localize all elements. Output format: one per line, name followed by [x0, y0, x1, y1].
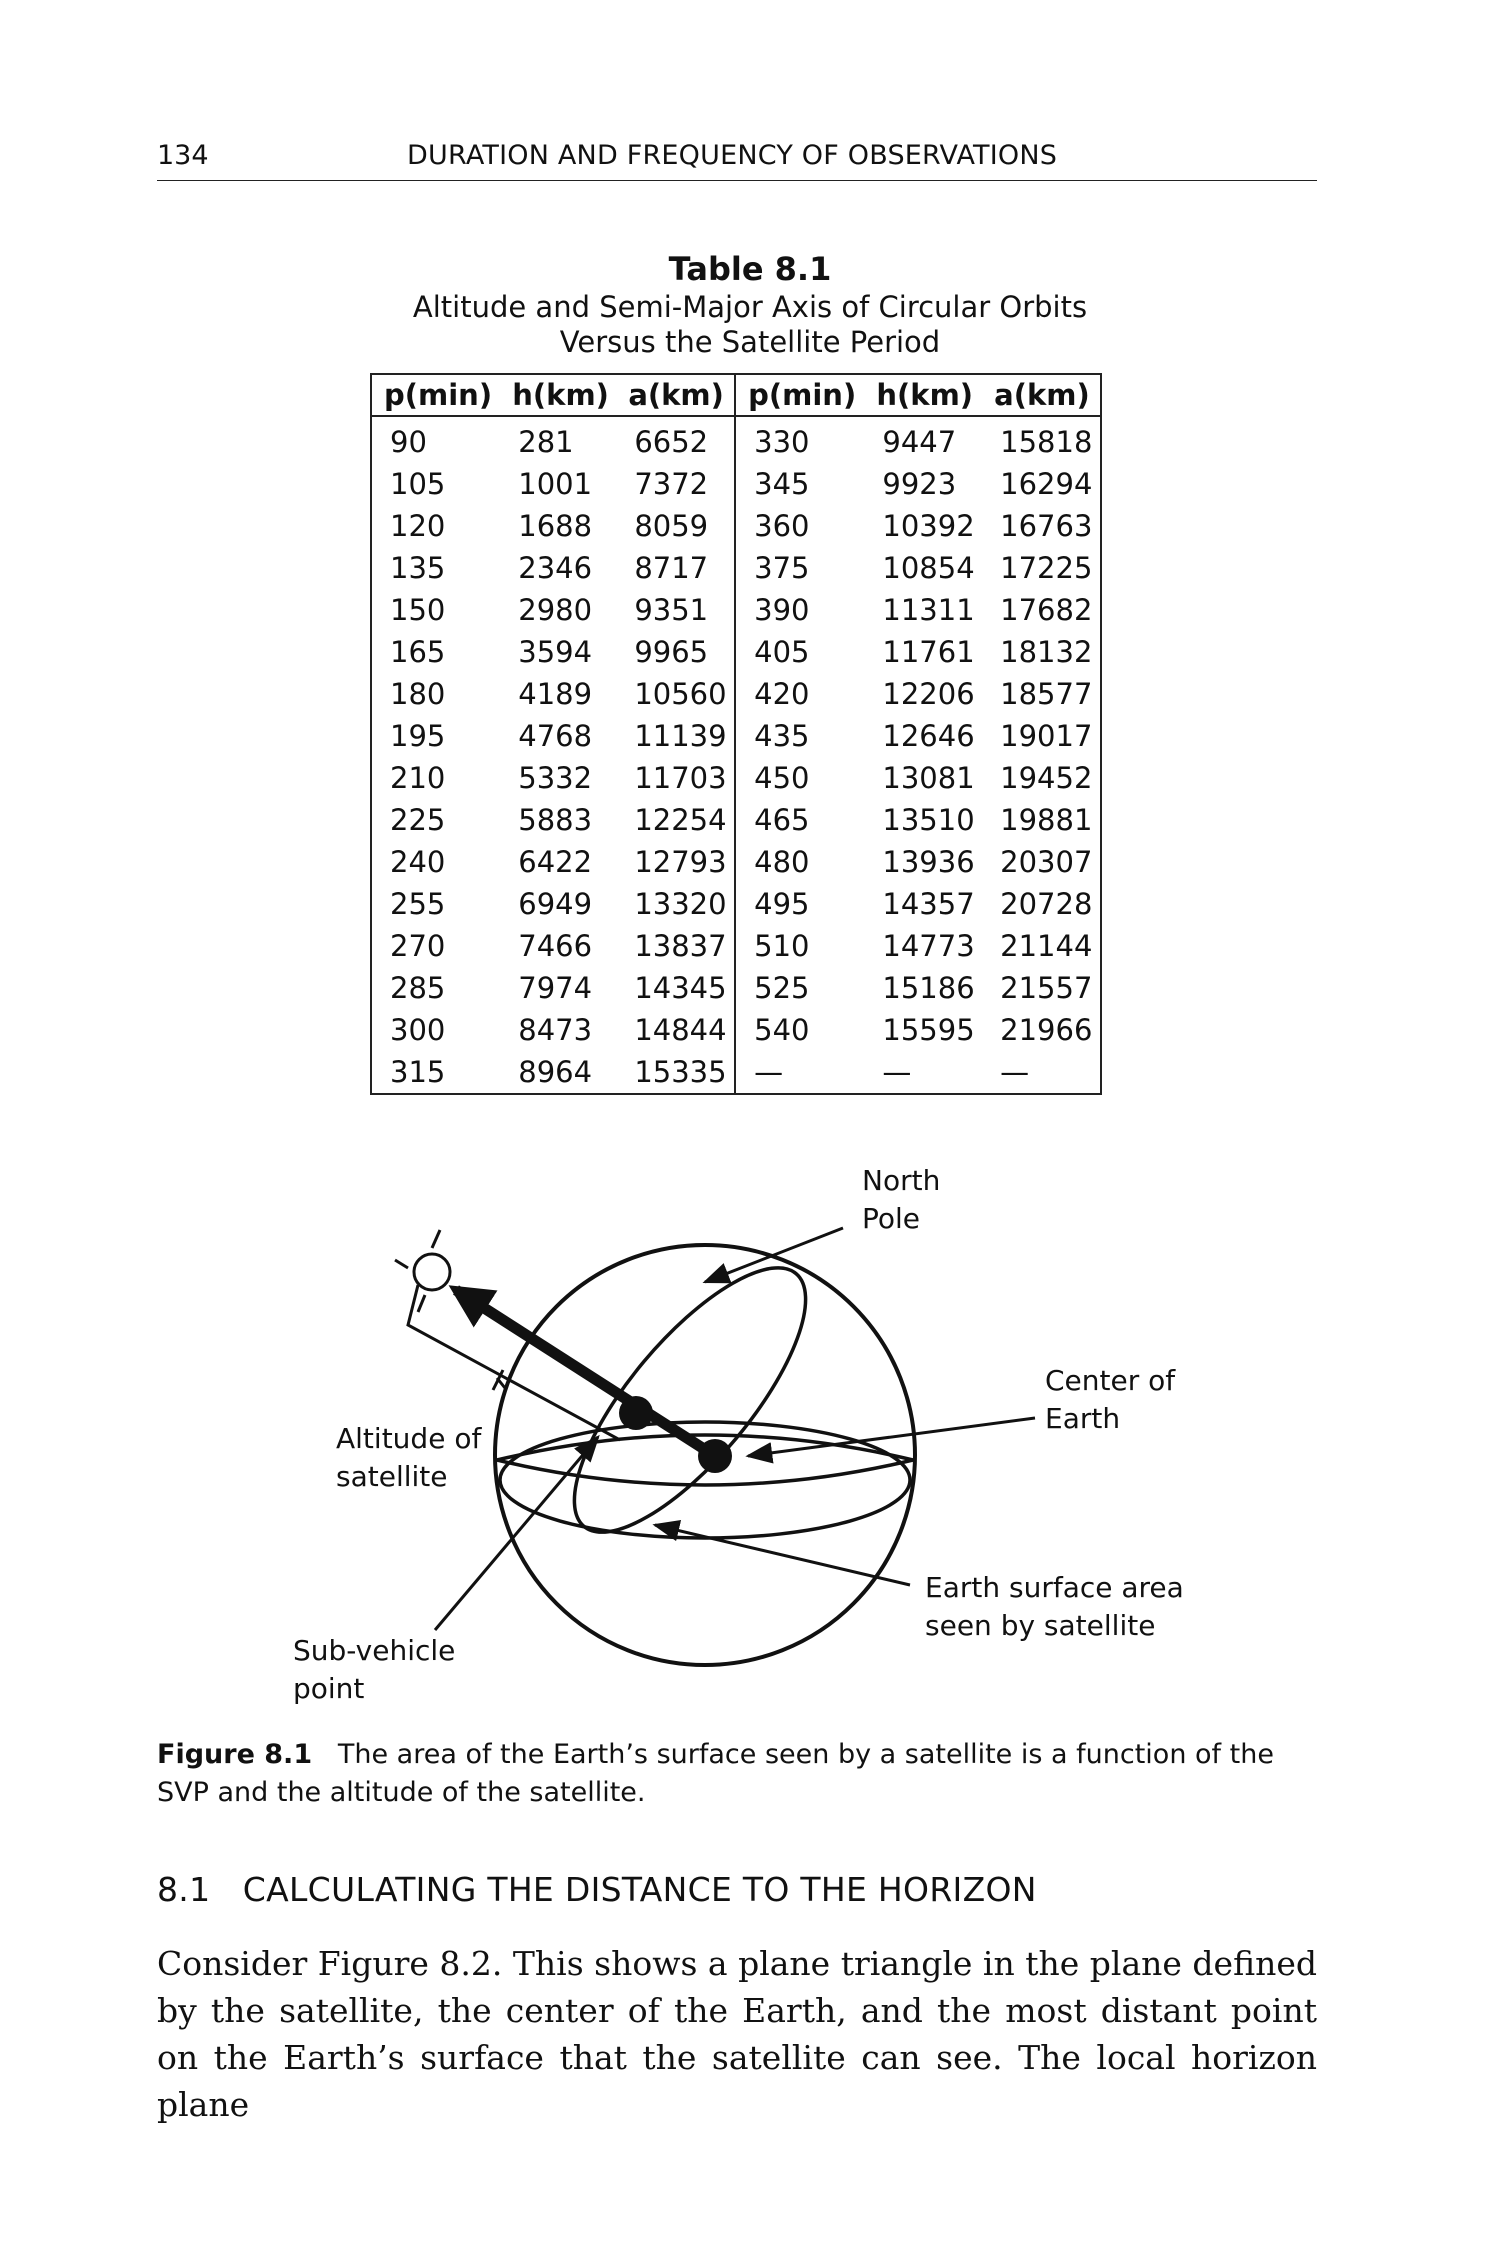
- table-cell: 12793: [634, 845, 727, 879]
- table-cell: 17682: [1000, 593, 1093, 627]
- label-altitude-line1: Altitude of: [336, 1422, 482, 1455]
- table-cell: 20728: [1000, 887, 1093, 921]
- table-cell: 17225: [1000, 551, 1093, 585]
- table-cell: 210: [390, 761, 446, 795]
- table-cell: 510: [735, 925, 864, 967]
- table-cell: 2980: [518, 593, 593, 627]
- table-cell: 14773: [882, 929, 975, 963]
- sub-vehicle-point-dot: [619, 1396, 653, 1430]
- table-cell: 540: [735, 1009, 864, 1051]
- table-cell: —: [882, 1055, 912, 1089]
- table-cell: 11311: [882, 593, 975, 627]
- center-of-earth-dot: [698, 1439, 732, 1473]
- table-cell: 13837: [634, 929, 727, 963]
- table-cell: 6652: [634, 425, 709, 459]
- table-cell: 285: [390, 971, 446, 1005]
- body-paragraph: Consider Figure 8.2. This shows a plane triangle in the plane defined by the satellite, the center of the Earth, and the most distant point on the Earth’s surface that the satellite can see. The local horizon plane: [157, 1944, 1317, 2124]
- section-number: 8.1: [157, 1870, 211, 1909]
- table-cell: 1688: [518, 509, 593, 543]
- table-cell: 11139: [634, 719, 727, 753]
- table-cell: 360: [735, 505, 864, 547]
- table-cell: 435: [735, 715, 864, 757]
- table-cell: 4768: [518, 719, 593, 753]
- table-cell: 480: [735, 841, 864, 883]
- table-cell: 12254: [634, 803, 727, 837]
- table-cell: 255: [390, 887, 446, 921]
- table-caption-line2: Versus the Satellite Period: [559, 325, 941, 359]
- table-cell: 13320: [634, 887, 727, 921]
- column-header: a(km): [616, 374, 735, 416]
- satellite-ray-1: [432, 1230, 440, 1248]
- column-header: h(km): [864, 374, 982, 416]
- section-heading: [157, 1870, 1037, 1909]
- table-cell: 375: [735, 547, 864, 589]
- table-cell: 21144: [1000, 929, 1093, 963]
- table-cell: 6949: [518, 887, 593, 921]
- table-cell: 5883: [518, 803, 593, 837]
- table-title: Table 8.1: [668, 250, 832, 288]
- table-cell: 19017: [1000, 719, 1093, 753]
- table-cell: 13936: [882, 845, 975, 879]
- table-cell: 12206: [882, 677, 975, 711]
- table-cell: 18577: [1000, 677, 1093, 711]
- table-cell: 15186: [882, 971, 975, 1005]
- table-cell: 180: [390, 677, 446, 711]
- table-cell: 14345: [634, 971, 727, 1005]
- table-cell: 1001: [518, 467, 593, 501]
- center-arrow: [748, 1418, 1035, 1456]
- label-subvehicle-line1: Sub-vehicle: [293, 1634, 456, 1667]
- table-cell: 16763: [1000, 509, 1093, 543]
- table-cell: 9923: [882, 467, 957, 501]
- label-altitude-line2: satellite: [336, 1460, 448, 1493]
- altitude-bracket: [408, 1285, 620, 1440]
- table-cell: 19881: [1000, 803, 1093, 837]
- table-cell: 5332: [518, 761, 593, 795]
- running-title: DURATION AND FREQUENCY OF OBSERVATIONS: [407, 140, 1058, 171]
- table-cell: 6422: [518, 845, 593, 879]
- table-cell: 90: [390, 425, 427, 459]
- table-cell: 9351: [634, 593, 709, 627]
- table-cell: 20307: [1000, 845, 1093, 879]
- table-cell: 315: [390, 1055, 446, 1089]
- table-cell: 15818: [1000, 425, 1093, 459]
- table-cell: 14844: [634, 1013, 727, 1047]
- figure-caption: [157, 1736, 1317, 1812]
- table-cell: 450: [735, 757, 864, 799]
- table-cell: 9965: [634, 635, 709, 669]
- column-header: p(min): [735, 374, 864, 416]
- table-cell: 390: [735, 589, 864, 631]
- table-cell: 225: [390, 803, 446, 837]
- table-cell: 8059: [634, 509, 709, 543]
- table-cell: 240: [390, 845, 446, 879]
- label-center-line2: Earth: [1045, 1402, 1121, 1435]
- table-cell: 330: [735, 416, 864, 463]
- table-cell: 11761: [882, 635, 975, 669]
- label-surface-line2: seen by satellite: [925, 1609, 1156, 1642]
- label-north-pole-line1: North: [862, 1164, 941, 1197]
- table-cell: 13510: [882, 803, 975, 837]
- satellite-icon: [414, 1254, 450, 1290]
- page-number: 134: [157, 140, 209, 171]
- table-cell: 10560: [634, 677, 727, 711]
- table-cell: 7466: [518, 929, 593, 963]
- table-cell: 4189: [518, 677, 593, 711]
- table-cell: —: [1000, 1055, 1030, 1089]
- label-subvehicle-line2: point: [293, 1672, 365, 1705]
- table-cell: 9447: [882, 425, 957, 459]
- table-cell: 11703: [634, 761, 727, 795]
- label-north-pole-line2: Pole: [862, 1202, 921, 1235]
- column-header: p(min): [371, 374, 500, 416]
- table-cell: 7974: [518, 971, 593, 1005]
- table-cell: 12646: [882, 719, 975, 753]
- table-cell: 525: [735, 967, 864, 1009]
- table-cell: 21557: [1000, 971, 1093, 1005]
- table-caption-line1: Altitude and Semi-Major Axis of Circular Orbits: [412, 290, 1088, 324]
- table-cell: 465: [735, 799, 864, 841]
- table-cell: 18132: [1000, 635, 1093, 669]
- column-header: h(km): [500, 374, 616, 416]
- table-cell: 2346: [518, 551, 593, 585]
- table-cell: 8717: [634, 551, 709, 585]
- table-cell: 14357: [882, 887, 975, 921]
- table-cell: 195: [390, 719, 446, 753]
- table-cell: 270: [390, 929, 446, 963]
- table-cell: —: [735, 1051, 864, 1094]
- table-cell: 13081: [882, 761, 975, 795]
- table-cell: 16294: [1000, 467, 1093, 501]
- column-header: a(km): [982, 374, 1101, 416]
- table-cell: 8473: [518, 1013, 593, 1047]
- table-cell: 165: [390, 635, 446, 669]
- table-cell: 345: [735, 463, 864, 505]
- label-surface-line1: Earth surface area: [925, 1571, 1184, 1604]
- satellite-ray-2: [395, 1260, 408, 1268]
- table-cell: 105: [390, 467, 446, 501]
- table-cell: 150: [390, 593, 446, 627]
- table-cell: 15595: [882, 1013, 975, 1047]
- table-cell: 15335: [634, 1055, 727, 1089]
- table-cell: 405: [735, 631, 864, 673]
- table-cell: 21966: [1000, 1013, 1093, 1047]
- label-center-line1: Center of: [1045, 1364, 1176, 1397]
- table-cell: 10392: [882, 509, 975, 543]
- table-cell: 495: [735, 883, 864, 925]
- figure-caption-text: The area of the Earth’s surface seen by a satellite is a function of the SVP and the altitude of the satellite.: [157, 1739, 1274, 1808]
- table-cell: 10854: [882, 551, 975, 585]
- section-title: CALCULATING THE DISTANCE TO THE HORIZON: [242, 1870, 1037, 1909]
- table-cell: 7372: [634, 467, 709, 501]
- figure-caption-label: Figure 8.1: [157, 1739, 313, 1770]
- table-cell: 120: [390, 509, 446, 543]
- satellite-ray-3: [418, 1295, 425, 1312]
- table-cell: 19452: [1000, 761, 1093, 795]
- table-cell: 8964: [518, 1055, 593, 1089]
- table-cell: 281: [518, 425, 574, 459]
- table-cell: 3594: [518, 635, 593, 669]
- table-cell: 135: [390, 551, 446, 585]
- north-pole-arrow: [705, 1228, 843, 1282]
- table-cell: 420: [735, 673, 864, 715]
- table-cell: 300: [390, 1013, 446, 1047]
